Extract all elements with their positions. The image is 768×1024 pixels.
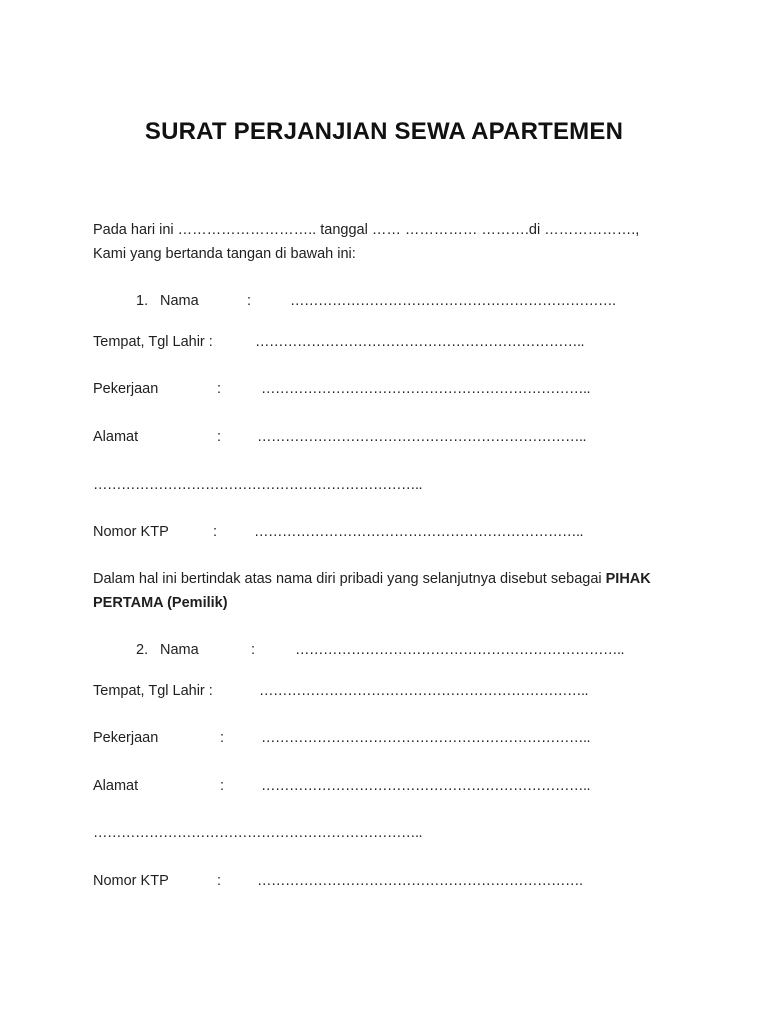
party2-name-label: Nama — [160, 642, 199, 658]
party2-number: 2. — [136, 642, 149, 658]
party2-ktp-value: ……………………………………………………………. — [257, 873, 583, 889]
party1-job-colon: : — [217, 381, 222, 397]
party2-job-value: …………………………………………………………….. — [261, 730, 591, 746]
party1-address-continuation: …………………………………………………………….. — [93, 477, 423, 493]
party1-statement — [93, 567, 675, 615]
party2-name-colon: : — [251, 642, 256, 658]
party1-number: 1. — [136, 293, 149, 309]
party1-job-value: …………………………………………………………….. — [261, 381, 591, 397]
party2-birth-value: …………………………………………………………….. — [259, 683, 589, 699]
party2-job-colon: : — [220, 730, 225, 746]
document-title: SURAT PERJANJIAN SEWA APARTEMEN — [144, 118, 624, 145]
party1-name-label: Nama — [160, 293, 199, 309]
intro-paragraph: Pada hari ini ……………………….. tanggal …… …………… ……….di ………………., Kami yang bertanda tangan di bawah ini: — [93, 222, 640, 262]
party2-birth-label: Tempat, Tgl Lahir : — [93, 683, 213, 699]
party1-role: PIHAK PERTAMA (Pemilik) — [93, 571, 651, 611]
party1-address-colon: : — [217, 429, 222, 445]
party2-ktp-colon: : — [217, 873, 222, 889]
party2-address-value: …………………………………………………………….. — [261, 778, 591, 794]
party1-ktp-colon: : — [213, 524, 218, 540]
party2-address-colon: : — [220, 778, 225, 794]
party1-ktp-value: …………………………………………………………….. — [254, 524, 584, 540]
party1-ktp-label: Nomor KTP — [93, 524, 169, 540]
party1-name-colon: : — [247, 293, 252, 309]
party1-address-label: Alamat — [93, 429, 139, 445]
party1-birth-value: …………………………………………………………….. — [255, 334, 585, 350]
party1-statement-text: Dalam hal ini bertindak atas nama diri pribadi yang selanjutnya disebut sebagai — [93, 571, 606, 587]
party2-address-label: Alamat — [93, 778, 139, 794]
party1-birth-label: Tempat, Tgl Lahir : — [93, 334, 213, 350]
party1-job-label: Pekerjaan — [93, 381, 159, 397]
party1-address-value: …………………………………………………………….. — [257, 429, 587, 445]
party2-address-continuation: …………………………………………………………….. — [93, 825, 423, 841]
party1-name-value: ……………………………………………………………. — [290, 293, 616, 309]
party2-ktp-label: Nomor KTP — [93, 873, 169, 889]
party2-job-label: Pekerjaan — [93, 730, 159, 746]
party2-name-value: …………………………………………………………….. — [295, 642, 625, 658]
